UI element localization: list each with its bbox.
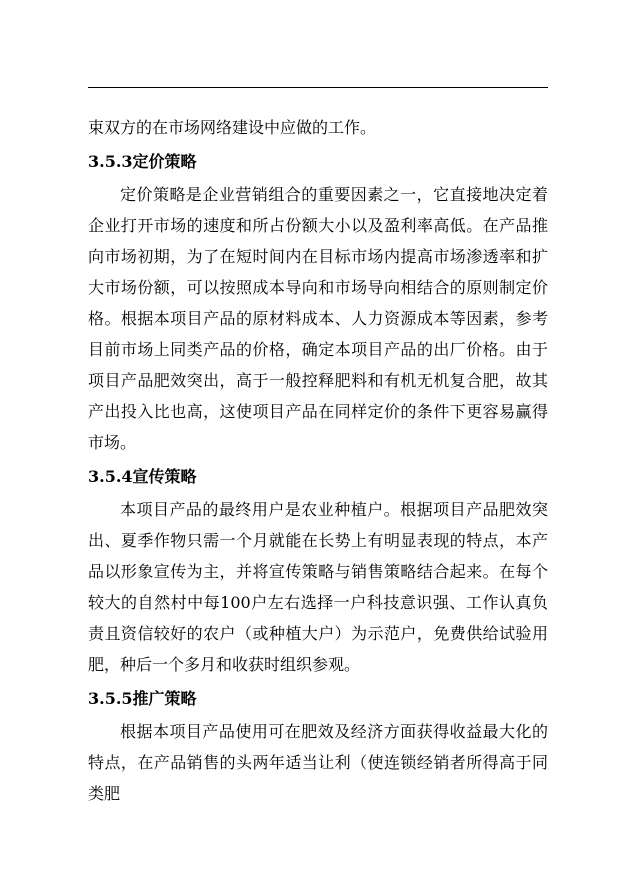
document-body <box>88 112 548 809</box>
section-heading-marketing: 3.5.5推广策略 <box>88 689 197 708</box>
section-heading-promotion: 3.5.4宣传策略 <box>88 467 197 486</box>
section-paragraph-marketing: 根据本项目产品使用可在肥效及经济方面获得收益最大化的特点，在产品销售的头两年适当让利（使连锁经销者所得高于同类肥 <box>88 722 548 803</box>
continuation-paragraph: 束双方的在市场网络建设中应做的工作。 <box>88 118 377 137</box>
section-heading-pricing: 3.5.3定价策略 <box>88 152 197 171</box>
section-paragraph-pricing: 定价策略是企业营销组合的重要因素之一，它直接地决定着企业打开市场的速度和所占份额大小以及盈利率高低。在产品推向市场初期，为了在短时间内在目标市场内提高市场渗透率和扩大市场份额，可以按照成本导向和市场导向相结合的原则制定价格。根据本项目产品的原材料成本、人力资源成本等因素，参考目前市场上同类产品的价格，确定本项目产品的出厂价格。由于项目产品肥效突出，高于一般控释肥料和有机无机复合肥，故其产出投入比也高，这使项目产品在同样定价的条件下更容易赢得市场。 <box>88 185 548 452</box>
section-paragraph-promotion: 本项目产品的最终用户是农业种植户。根据项目产品肥效突出、夏季作物只需一个月就能在长势上有明显表现的特点，本产品以形象宣传为主，并将宣传策略与销售策略结合起来。在每个较大的自然村中每100户左右选择一户科技意识强、工作认真负责且资信较好的农户（或种植大户）为示范户，免费供给试验用肥，种后一个多月和收获时组织参观。 <box>88 500 548 674</box>
header-rule <box>88 87 548 88</box>
